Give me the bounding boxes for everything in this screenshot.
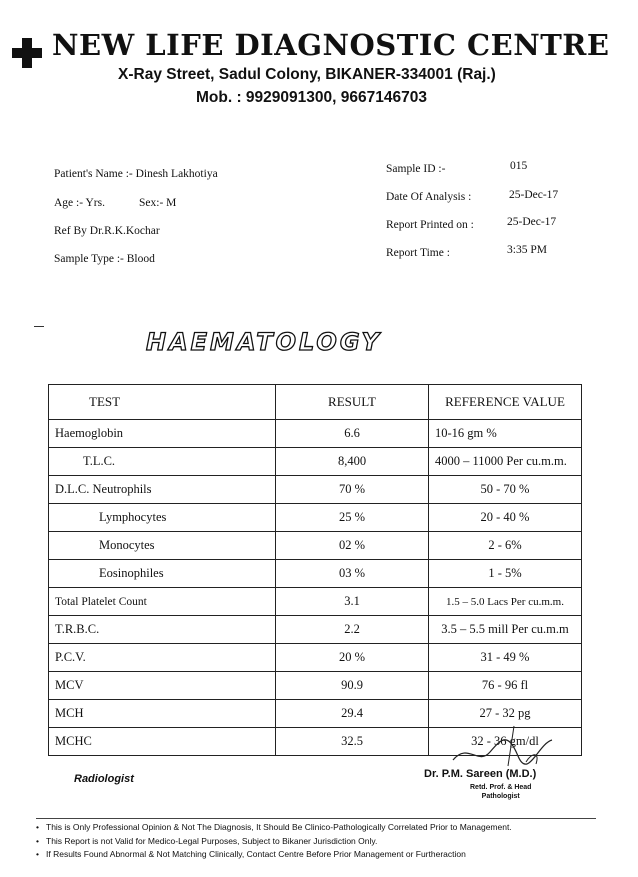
- pathologist-title-line1: Retd. Prof. & Head: [470, 784, 532, 791]
- footer-note: • If Results Found Abnormal & Not Matching Clinically, Contact Centre Before Prior Management or Furtheraction: [36, 849, 466, 859]
- test-reference: 50 - 70 %: [429, 476, 582, 504]
- sample-id-label: Sample ID :-: [386, 163, 446, 175]
- test-name: Eosinophiles: [49, 560, 276, 588]
- table-row: [49, 616, 582, 644]
- table-header-row: [49, 385, 582, 420]
- test-result: 29.4: [276, 700, 429, 728]
- test-result: 90.9: [276, 672, 429, 700]
- header-reference: REFERENCE VALUE: [429, 385, 582, 420]
- test-reference: 1.5 – 5.0 Lacs Per cu.m.m.: [429, 588, 582, 616]
- test-result: 25 %: [276, 504, 429, 532]
- centre-address: X-Ray Street, Sadul Colony, BIKANER-334001 (Raj.): [118, 66, 496, 83]
- section-title: HAEMATOLOGY: [146, 328, 382, 356]
- test-name: MCHC: [49, 728, 276, 756]
- footer-note: • This Report is not Valid for Medico-Legal Purposes, Subject to Bikaner Jurisdiction Only.: [36, 836, 378, 846]
- table-row: [49, 560, 582, 588]
- report-printed-label: Report Printed on :: [386, 219, 474, 231]
- footer-note-text: This is Only Professional Opinion & Not The Diagnosis, It Should Be Clinico-Pathologically Correlated Prior to Management.: [46, 822, 512, 832]
- test-result: 8,400: [276, 448, 429, 476]
- table-row: [49, 588, 582, 616]
- patient-name: Patient's Name :- Dinesh Lakhotiya: [54, 168, 218, 180]
- test-result: 02 %: [276, 532, 429, 560]
- test-name: D.L.C. Neutrophils: [49, 476, 276, 504]
- patient-sex: Sex:- M: [139, 197, 177, 209]
- header-result: RESULT: [276, 385, 429, 420]
- table-row: [49, 672, 582, 700]
- test-result: 20 %: [276, 644, 429, 672]
- patient-age: Age :- Yrs.: [54, 197, 105, 209]
- table-row: [49, 644, 582, 672]
- footer-note: • This is Only Professional Opinion & Not The Diagnosis, It Should Be Clinico-Pathologically Correlated Prior to Management.: [36, 822, 512, 832]
- test-name: Total Platelet Count: [49, 588, 276, 616]
- table-row: [49, 420, 582, 448]
- date-analysis-value: 25-Dec-17: [509, 189, 559, 201]
- pathologist-name: Dr. P.M. Sareen (M.D.): [424, 768, 537, 780]
- margin-mark: [34, 326, 44, 327]
- test-reference: 4000 – 11000 Per cu.m.m.: [429, 448, 582, 476]
- test-result: 3.1: [276, 588, 429, 616]
- centre-mobile: Mob. : 9929091300, 9667146703: [196, 89, 427, 106]
- report-time-value: 3:35 PM: [507, 244, 547, 256]
- test-reference: 2 - 6%: [429, 532, 582, 560]
- test-reference: 32 - 36 gm/dl: [429, 728, 582, 756]
- test-name: MCH: [49, 700, 276, 728]
- footer-note-text: This Report is not Valid for Medico-Legal Purposes, Subject to Bikaner Jurisdiction Only.: [46, 836, 378, 846]
- pathologist-title: [470, 783, 531, 801]
- table-row: [49, 448, 582, 476]
- header-test: TEST: [49, 385, 276, 420]
- test-name: T.L.C.: [49, 448, 276, 476]
- test-name: MCV: [49, 672, 276, 700]
- table-row: [49, 476, 582, 504]
- test-result: 6.6: [276, 420, 429, 448]
- cross-logo-icon: [12, 38, 42, 68]
- results-table: [48, 384, 582, 756]
- footer-divider: [36, 818, 596, 819]
- test-name: Haemoglobin: [49, 420, 276, 448]
- centre-title: NEW LIFE DIAGNOSTIC CENTRE: [52, 28, 610, 62]
- table-row: [49, 532, 582, 560]
- date-analysis-label: Date Of Analysis :: [386, 191, 472, 203]
- test-name: Monocytes: [49, 532, 276, 560]
- test-result: 32.5: [276, 728, 429, 756]
- test-result: 2.2: [276, 616, 429, 644]
- test-reference: 1 - 5%: [429, 560, 582, 588]
- signature-scribble: [448, 722, 558, 772]
- referred-by: Ref By Dr.R.K.Kochar: [54, 225, 160, 237]
- test-reference: 31 - 49 %: [429, 644, 582, 672]
- footer-note-text: If Results Found Abnormal & Not Matching Clinically, Contact Centre Before Prior Management or Furtheraction: [46, 849, 466, 859]
- table-row: [49, 504, 582, 532]
- test-reference: 10-16 gm %: [429, 420, 582, 448]
- radiologist-label: Radiologist: [74, 773, 134, 785]
- test-reference: 27 - 32 pg: [429, 700, 582, 728]
- sample-type: Sample Type :- Blood: [54, 253, 155, 265]
- pathologist-title-line2: Pathologist: [481, 793, 520, 800]
- report-time-label: Report Time :: [386, 247, 450, 259]
- test-name: Lymphocytes: [49, 504, 276, 532]
- sample-id-value: 015: [510, 160, 528, 172]
- test-name: P.C.V.: [49, 644, 276, 672]
- test-reference: 76 - 96 fl: [429, 672, 582, 700]
- test-reference: 3.5 – 5.5 mill Per cu.m.m: [429, 616, 582, 644]
- report-printed-value: 25-Dec-17: [507, 216, 557, 228]
- test-result: 70 %: [276, 476, 429, 504]
- test-reference: 20 - 40 %: [429, 504, 582, 532]
- test-result: 03 %: [276, 560, 429, 588]
- test-name: T.R.B.C.: [49, 616, 276, 644]
